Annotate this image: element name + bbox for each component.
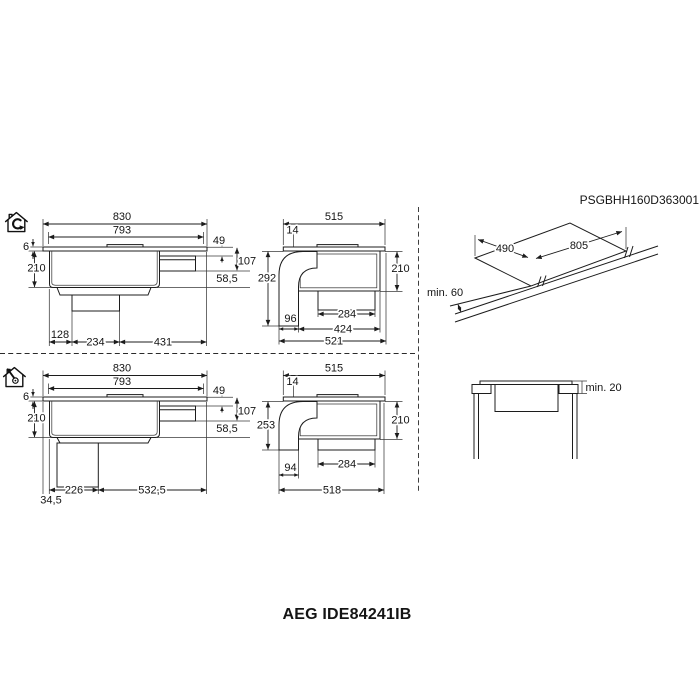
worktop-front-edge-top — [455, 246, 658, 314]
plenum — [57, 288, 151, 296]
dim-body-width-label: 424 — [333, 323, 353, 336]
dim-bottom-left-label: 128 — [50, 329, 70, 341]
hob-body — [50, 401, 160, 438]
dim-min-clearance-label: min. 20 — [585, 382, 622, 394]
dim-cutout-depth-label: 490 — [495, 243, 515, 255]
side-outlet — [160, 256, 196, 271]
dim-glass-thickness-label: 6 — [22, 241, 30, 253]
recirculation-arrowhead — [20, 225, 25, 230]
dim-front-edge-label: 14 — [286, 376, 299, 388]
dim-duct-width-label: 234 — [86, 336, 105, 349]
drawing-code: PSGBHH160D363001 — [579, 193, 699, 207]
hob-geometry — [43, 395, 207, 487]
dim-glass-width-label: 793 — [112, 376, 132, 388]
house-extraction-icon — [4, 368, 26, 387]
dim-min-front-distance-label: min. 60 — [427, 287, 464, 299]
dim-total-height-label: 253 — [256, 419, 276, 432]
dim-body-height-label: 210 — [27, 412, 46, 425]
view-worktop-cutout — [427, 223, 658, 322]
glass-top — [480, 381, 572, 385]
lower-box — [318, 291, 375, 310]
dim-outlet-bottom-label: 58,5 — [216, 273, 238, 285]
view-recirculation-front — [258, 211, 410, 348]
plenum — [57, 438, 151, 444]
dim-glass-width-label: 793 — [112, 224, 132, 237]
view-installed-front — [472, 374, 622, 459]
view-extraction-front — [257, 363, 410, 497]
dim-inner-box-label: 284 — [337, 458, 357, 471]
dim-overall-width-label: 830 — [112, 362, 132, 375]
worktop-section-left — [472, 385, 491, 394]
dim-body-height-label: 210 — [391, 263, 410, 275]
hob-geometry — [279, 395, 385, 450]
dim-overall-depth-label: 515 — [324, 362, 344, 375]
dim-cutout-width-label: 805 — [569, 240, 589, 252]
worktop-front-edge-bottom — [455, 254, 658, 322]
air-inlet-grille — [317, 245, 358, 247]
view-extraction-side — [23, 363, 256, 507]
hob-body — [50, 251, 160, 288]
dim-glass-thickness-label: 6 — [22, 391, 30, 403]
glass-top — [43, 397, 207, 401]
hob-geometry — [43, 245, 207, 311]
view-recirculation-side — [23, 211, 256, 349]
glass-top — [283, 247, 385, 251]
side-outlet — [160, 406, 196, 421]
dim-outlet-height-label: 107 — [237, 405, 257, 418]
glass-top — [43, 247, 207, 251]
air-inlet-grille — [107, 395, 143, 397]
dim-total-height-label: 292 — [257, 272, 277, 285]
model-name: AEG IDE84241IB — [282, 606, 412, 623]
dim-inner-box-label: 284 — [337, 308, 357, 321]
lower-box — [318, 439, 375, 450]
dim-left-edge-label: 34,5 — [40, 494, 62, 507]
dim-outlet-top-label: 49 — [212, 235, 226, 247]
worktop-section-right — [559, 385, 578, 394]
glass-top — [283, 397, 385, 401]
dim-duct-offset-label: 96 — [284, 313, 297, 325]
dim-duct-width-label: 94 — [284, 462, 297, 474]
down-duct — [57, 443, 98, 487]
house-recirculation-icon — [6, 213, 28, 232]
dim-overall-width-label: 830 — [112, 211, 132, 223]
dim-outlet-height-label: 107 — [237, 255, 257, 268]
dim-front-edge-label: 14 — [286, 224, 299, 237]
dim-overall-bottom-label: 518 — [322, 484, 342, 497]
worktop-geometry — [450, 223, 658, 322]
air-inlet-grille — [317, 395, 358, 397]
dim-body-height-label: 210 — [391, 414, 410, 427]
dim-overall-bottom-label: 521 — [324, 335, 344, 348]
air-inlet-grille — [107, 245, 143, 247]
dim-outlet-bottom-label: 58,5 — [216, 423, 238, 435]
installation-geometry — [472, 381, 578, 459]
dim-bottom-right-label: 431 — [153, 336, 173, 349]
dimension-lines — [458, 227, 626, 312]
dim-body-height-label: 210 — [27, 262, 46, 275]
dim-overall-depth-label: 515 — [324, 211, 344, 223]
dim-duct-width-label: 226 — [64, 484, 84, 497]
dim-bottom-right-label: 532,5 — [138, 484, 166, 497]
dim-outlet-top-label: 49 — [212, 385, 226, 397]
hob-box — [495, 385, 558, 412]
duct-spigot — [72, 295, 120, 311]
